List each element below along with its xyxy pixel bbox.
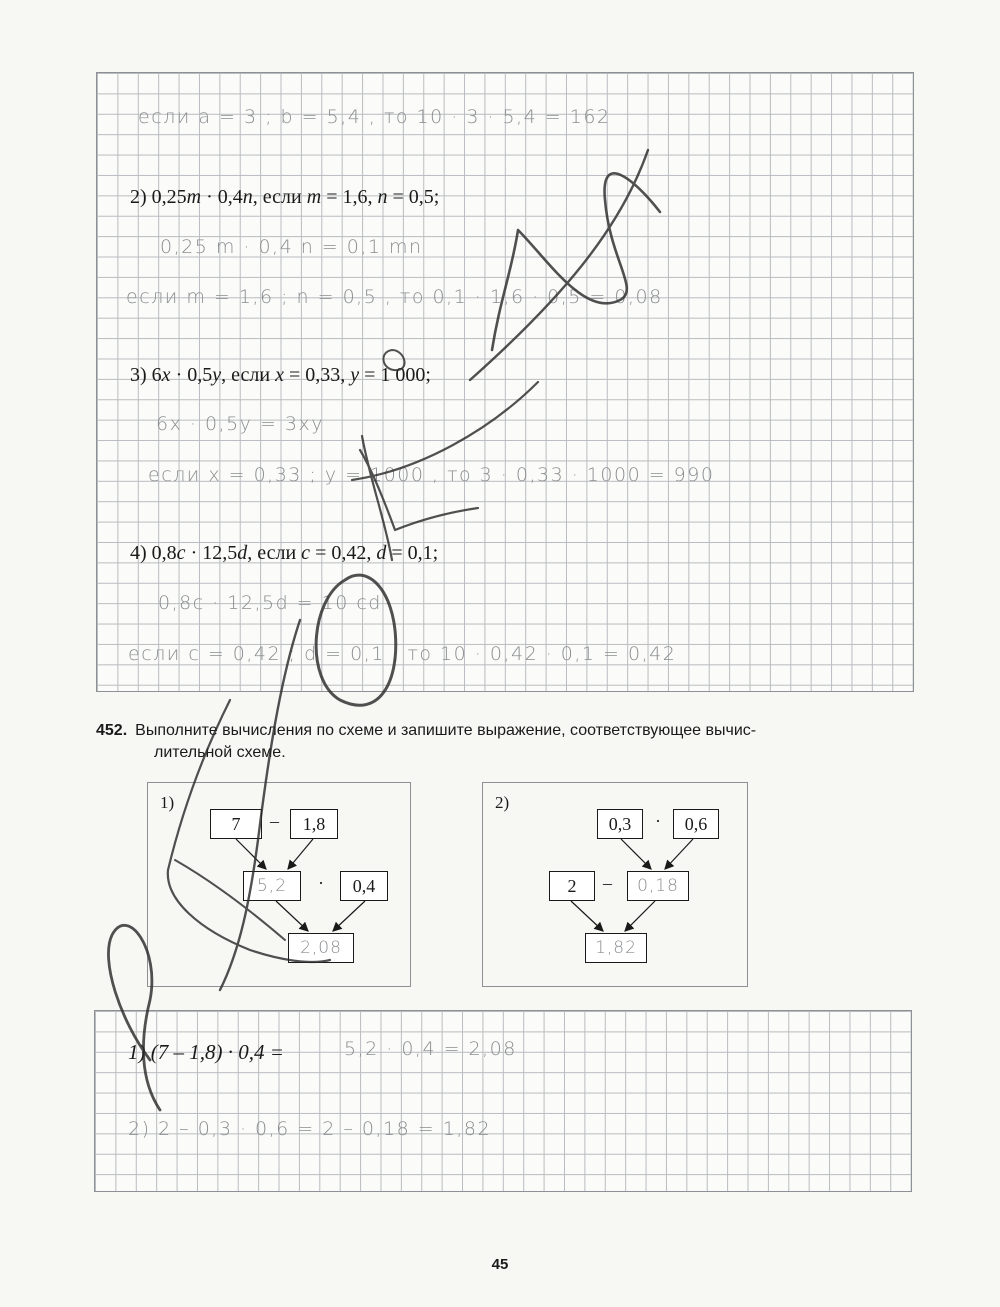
scheme-2-box-a: 0,3 [597,809,643,839]
task-4-work-simplify: 0,8c · 12,5d = 10 cd [158,592,382,614]
answer-1-handwritten: 5,2 · 0,4 = 2,08 [344,1038,517,1060]
scheme-2-box-result: 1,82 [585,933,647,963]
task-2-statement: 2) 0,25m · 0,4n, если m = 1,6, n = 0,5; [130,186,440,208]
instruction-line-2: лительной схеме. [154,744,286,761]
scheme-1-box-a: 7 [210,809,262,839]
task-2-work-simplify: 0,25 m · 0,4 n = 0,1 mn [160,236,423,258]
scheme-1-panel [147,782,411,987]
scheme-2-box-c: 2 [549,871,595,901]
task-3-work-evaluate: если x = 0,33 ; y = 1000 , то 3 · 0,33 · 1000 = 990 [148,464,715,486]
task-3-work-simplify: 6x · 0,5y = 3xy [156,413,324,435]
answer-1-printed: 1) (7 – 1,8) · 0,4 = [128,1040,284,1064]
scheme-2-label: 2) [495,793,510,812]
answer-2-handwritten: 2) 2 – 0,3 · 0,6 = 2 – 0,18 = 1,82 [128,1118,492,1140]
scheme-1-box-result: 2,08 [288,933,354,963]
scheme-2-panel [482,782,748,987]
scheme-1-box-c: 0,4 [340,871,388,901]
scheme-1-op-minus: – [270,811,279,831]
scheme-2-op-minus: – [603,873,612,893]
scheme-1-label: 1) [160,793,175,812]
handwritten-previous-answer: если a = 3 ; b = 5,4 , то 10 · 3 · 5,4 = 162 [138,106,611,128]
exercise-number: 452. [96,722,128,739]
exercise-452-instructions [96,720,916,764]
task-3-statement: 3) 6x · 0,5y, если x = 0,33, y = 1 000; [130,364,431,386]
scheme-2-op-multiply: · [655,811,661,831]
scheme-1-box-intermediate: 5,2 [243,871,301,901]
scheme-2-box-intermediate: 0,18 [627,871,689,901]
task-2-work-evaluate: если m = 1,6 ; n = 0,5 , то 0,1 · 1,6 · 0,5 = 0,08 [126,286,663,308]
instruction-line-1: Выполните вычисления по схеме и запишите выражение, соответствующее вычис- [135,722,757,739]
scheme-1-box-b: 1,8 [290,809,338,839]
scheme-1-op-multiply: · [318,873,324,893]
task-4-work-evaluate: если c = 0,42 ; d = 0,1 , то 10 · 0,42 · 0,1 = 0,42 [128,643,677,665]
scheme-2-box-b: 0,6 [673,809,719,839]
task-4-statement: 4) 0,8c · 12,5d, если c = 0,42, d = 0,1; [130,542,439,564]
page-number: 45 [491,1256,509,1273]
